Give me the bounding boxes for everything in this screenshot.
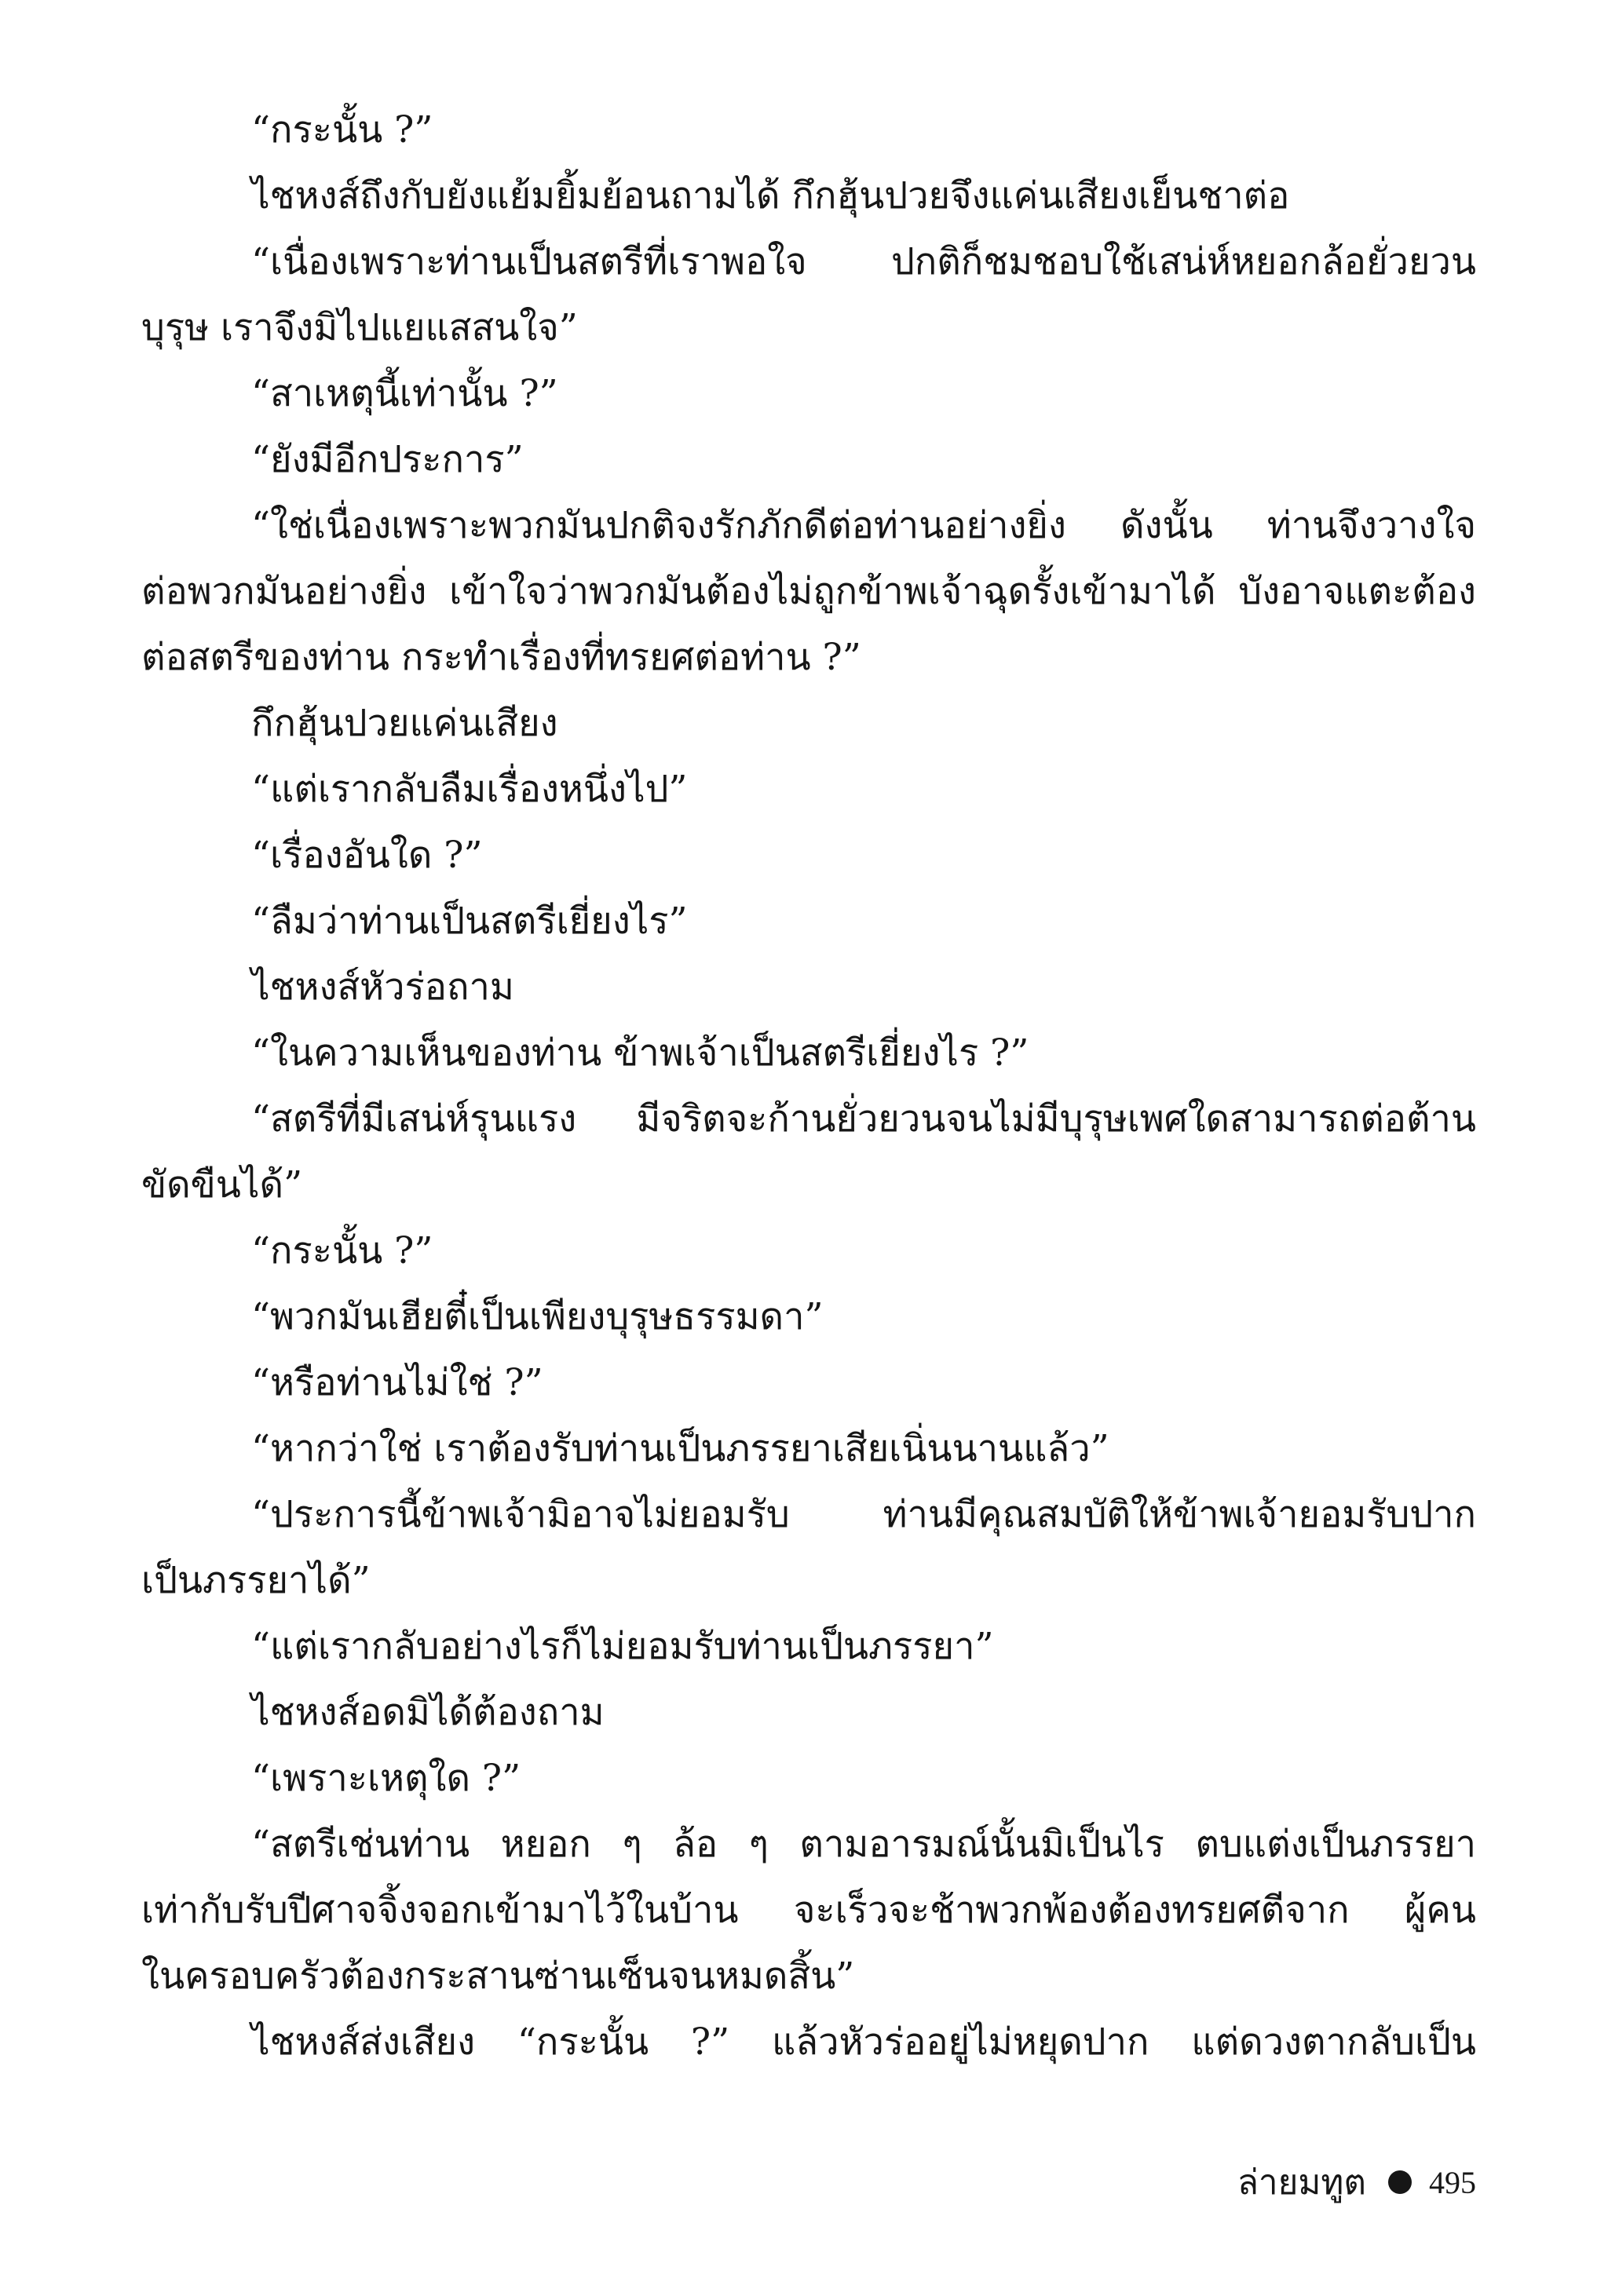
text-line: “สตรีที่มีเสน่ห์รุนแรง มีจริตจะก้านยั่วยวนจนไม่มีบุรุษเพศใดสามารถต่อต้าน [251, 1097, 1476, 1141]
text-line: ขัดขืนได้” [141, 1163, 303, 1206]
text-line: ในครอบครัวต้องกระสานซ่านเซ็นจนหมดสิ้น” [141, 1955, 855, 1998]
text-line: กึกฮุ้นปวยแค่นเสียง [251, 702, 558, 745]
text-line: “แต่เรากลับอย่างไรก็ไม่ยอมรับท่านเป็นภรรยา” [251, 1625, 994, 1668]
text-line: “เพราะเหตุใด ?” [251, 1757, 521, 1800]
body-text [141, 97, 1476, 2075]
text-line: “หากว่าใช่ เราต้องรับท่านเป็นภรรยาเสียเนิ่นนานแล้ว” [251, 1427, 1109, 1470]
text-line: “แต่เรากลับลืมเรื่องหนึ่งไป” [251, 768, 688, 811]
text-line: ไชหงส์ถึงกับยังแย้มยิ้มย้อนถามได้ กึกฮุ้นปวยจึงแค่นเสียงเย็นชาต่อ [251, 174, 1290, 217]
page-footer [1146, 2151, 1476, 2214]
text-line: “หรือท่านไม่ใช่ ?” [251, 1361, 543, 1404]
text-line: ไชหงส์ส่งเสียง “กระนั้น ?” แล้วหัวร่ออยู่ไม่หยุดปาก แต่ดวงตากลับเป็น [251, 2020, 1476, 2064]
text-line: ไชหงส์อดมิได้ต้องถาม [251, 1691, 605, 1734]
bullet-icon [1388, 2170, 1412, 2194]
text-line: “สาเหตุนี้เท่านั้น ?” [251, 372, 558, 415]
text-line: ต่อสตรีของท่าน กระทำเรื่องที่ทรยศต่อท่าน ?” [141, 636, 861, 679]
text-line: “กระนั้น ?” [251, 1229, 433, 1272]
text-line: เท่ากับรับปีศาจจิ้งจอกเข้ามาไว้ในบ้าน จะเร็วจะช้าพวกพ้องต้องทรยศตีจาก ผู้คน [141, 1889, 1476, 1932]
text-line: “ยังมีอีกประการ” [251, 438, 524, 481]
text-line: “สตรีเช่นท่าน หยอก ๆ ล้อ ๆ ตามอารมณ์นั้นมิเป็นไร ตบแต่งเป็นภรรยา [251, 1823, 1476, 1866]
text-line: ไชหงส์หัวร่อถาม [251, 965, 514, 1009]
text-line: “กระนั้น ?” [251, 108, 433, 151]
book-title: ล่ายมทูต [1237, 2163, 1366, 2203]
text-line: “เนื่องเพราะท่านเป็นสตรีที่เราพอใจ ปกติก็ชมชอบใช้เสน่ห์หยอกล้อยั่วยวน [251, 240, 1476, 283]
text-line: “ลืมว่าท่านเป็นสตรีเยี่ยงไร” [251, 900, 688, 943]
text-line: เป็นภรรยาได้” [141, 1559, 371, 1602]
text-line: “พวกมันเฮียตี๋เป็นเพียงบุรุษธรรมดา” [251, 1295, 824, 1338]
text-line: บุรุษ เราจึงมิไปแยแสสนใจ” [141, 306, 578, 349]
text-line: “ในความเห็นของท่าน ข้าพเจ้าเป็นสตรีเยี่ยงไร ?” [251, 1031, 1029, 1075]
text-line: ต่อพวกมันอย่างยิ่ง เข้าใจว่าพวกมันต้องไม่ถูกข้าพเจ้าฉุดรั้งเข้ามาได้ บังอาจแตะต้อง [141, 570, 1476, 613]
text-line: “ใช่เนื่องเพราะพวกมันปกติจงรักภักดีต่อท่านอย่างยิ่ง ดังนั้น ท่านจึงวางใจ [251, 504, 1476, 547]
page-number: 495 [1429, 2164, 1476, 2200]
text-line: “ประการนี้ข้าพเจ้ามิอาจไม่ยอมรับ ท่านมีคุณสมบัติให้ข้าพเจ้ายอมรับปาก [251, 1493, 1476, 1536]
text-line: “เรื่องอันใด ?” [251, 834, 483, 877]
